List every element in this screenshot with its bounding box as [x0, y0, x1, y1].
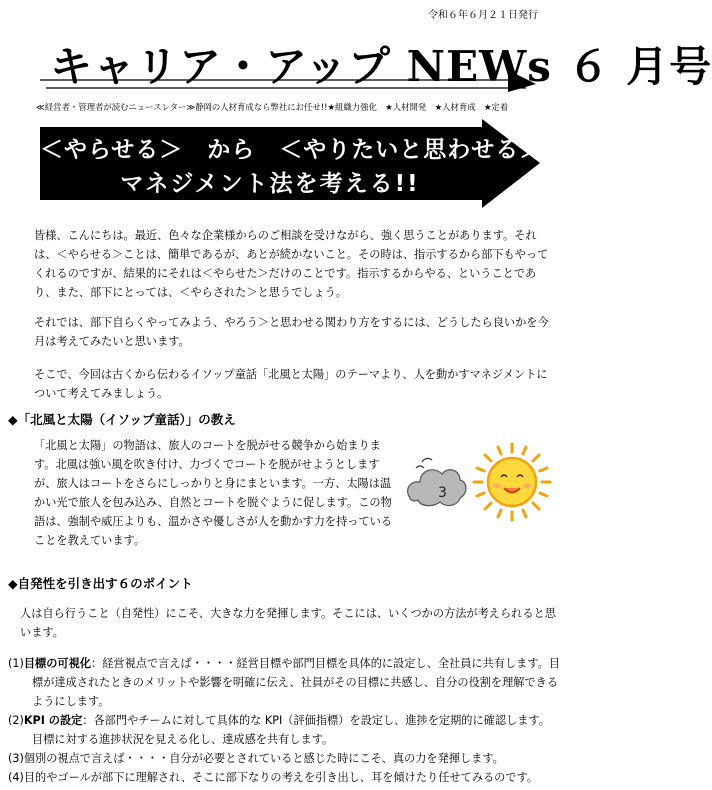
headline-line-1: ＜やらせる＞ から ＜やりたいと思わせる＞	[40, 137, 544, 163]
list-item: (3)個別の視点で言えば・・・・自分が必要とされていると感じた時にこそ、真の力を発揮します。	[8, 752, 504, 765]
intro-paragraph-3: そこで、今回は古くから伝わるイソップ童話「北風と太陽」のテーマより、人を動かすマネジメントについて考えてみましょう。	[34, 368, 548, 400]
list-item: (4)目的やゴールが部下に理解され、そこに部下なりの考えを引き出し、耳を傾けたり任せてみるのです。	[8, 771, 539, 784]
intro-paragraph-1: 皆様、こんにちは。最近、色々な企業様からのご相談を受けながら、強く思うことがあります。それは、＜やらせる＞ことは、簡単であるが、あとが続かないこと。その時は、指示するから部下もやってくれるのですが、結果的にそれは＜やらせた＞だけのことです。指示するからやる、ということであり、また、部下にとっては、＜やらされた＞と思うでしょう。	[34, 229, 549, 299]
section-heading-kitakaze: ◆「北風と太陽（イソップ童話）」の教え	[8, 412, 236, 427]
newsletter-title: キャリア・アップ NEWs ６ 月号	[50, 42, 712, 91]
points-intro: 人は自ら行うこと（自発性）にこそ、大きな力を発揮します。そこには、いくつかの方法が考えられると思います。	[20, 607, 556, 639]
intro-paragraph-2: それでは、部下自らくやってみよう、やろう＞と思わせる関わり方をするには、どうしたら良いかを今月は考えてみたいと思います。	[34, 316, 549, 348]
sun-icon	[474, 444, 550, 520]
story-paragraph: 「北風と太陽」の物語は、旅人のコートを脱がせる競争から始まります。北風は強い風を吹き付け、力づくでコートを脱がせようとしますが、旅人はコートをさらにしっかりと身にまといます。一方、太陽は温かい光で旅人を包み込み、自然とコートを脱ぐように促します。この物語は、強制や威圧よりも、温かさや優しさが人を動かす力を持っていることを教えています。	[34, 439, 393, 547]
points-list	[8, 654, 560, 787]
illustration	[402, 440, 562, 530]
headline-banner	[40, 119, 544, 208]
section-heading-points: ◆自発性を引き出す６のポイント	[8, 576, 193, 591]
issue-date: 令和６年６月２１日発行	[428, 10, 538, 21]
list-item: (2)KPI の設定：各部門やチームに対して具体的な KPI（評価指標）を設定し、進捗を定期的に確認します。 目標に対する進捗状況を見える化し、達成感を共有します。	[8, 714, 550, 746]
masthead	[38, 30, 712, 92]
tagline: ≪経営者・管理者が読むニュースレター≫静岡の人材育成なら弊社にお任せ!!★組織力強化 ★人材開発 ★人材育成 ★定着	[36, 102, 509, 112]
headline-line-2: マネジメント法を考える!!	[120, 171, 420, 197]
wind-cloud-icon	[408, 458, 466, 505]
svg-text:3: 3	[438, 485, 447, 501]
list-item: (1)目標の可視化：経営視点で言えば・・・・経営目標や部門目標を具体的に設定し、全社員に共有します。目標が達成されたときのメリットや影響を明確に伝え、社員がその目標に共感し、自分の役割を理解できるようにします。	[8, 657, 560, 708]
